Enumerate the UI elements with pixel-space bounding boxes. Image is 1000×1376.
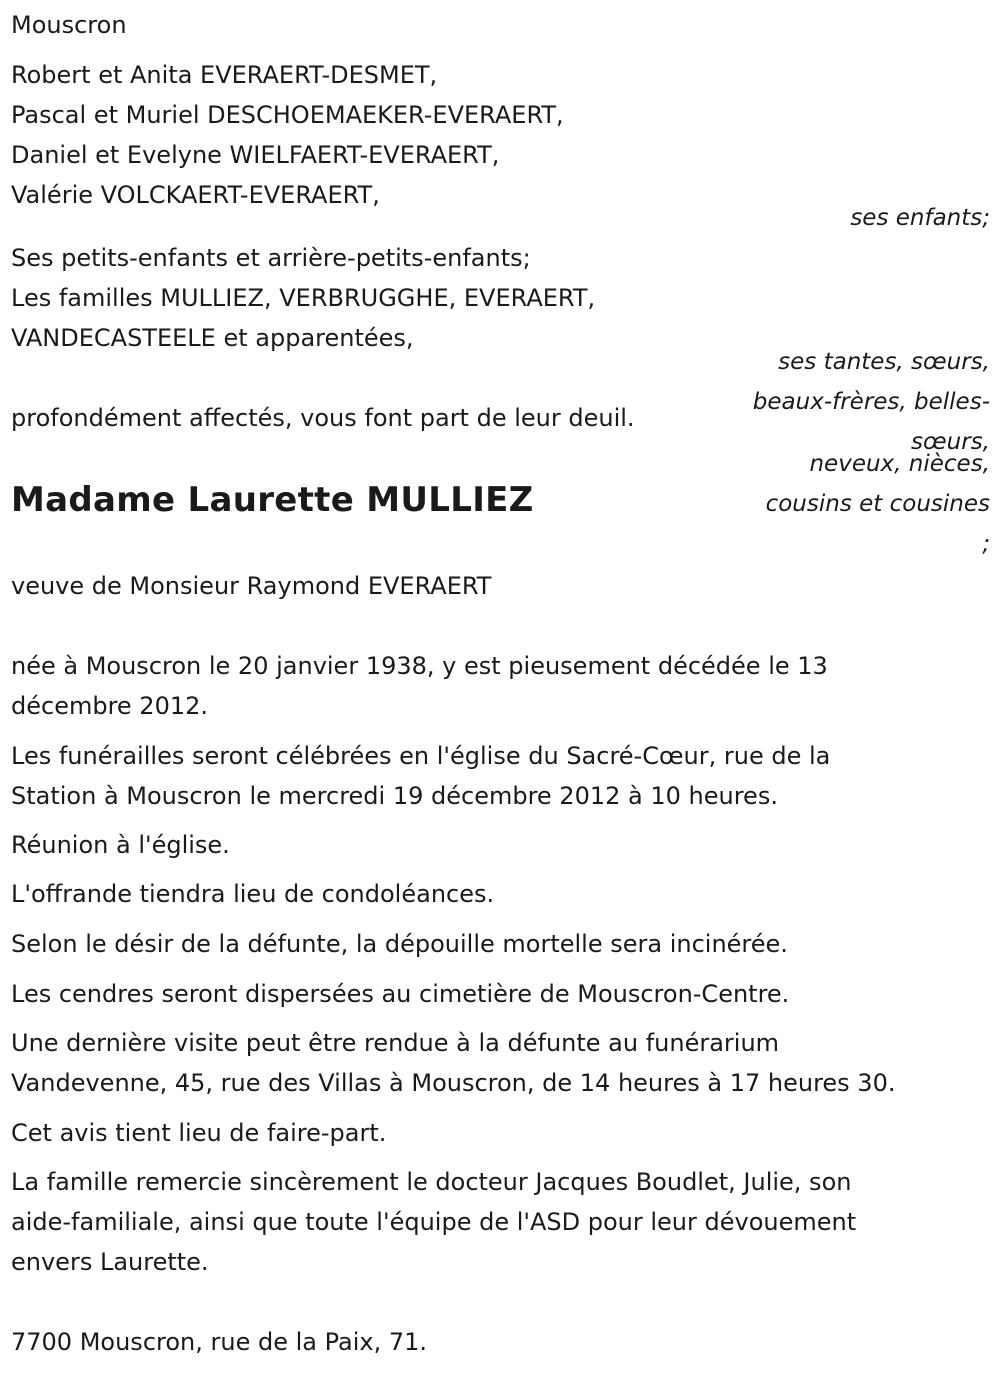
family-line: VANDECASTEELE et apparentées,	[11, 324, 414, 352]
visit-line: Une dernière visite peut être rendue à la défunte au funérarium	[11, 1029, 780, 1057]
child-line: Daniel et Evelyne WIELFAERT-EVERAERT,	[11, 141, 500, 169]
thanks	[11, 1162, 856, 1282]
family-list	[11, 238, 595, 358]
relation-line: cousins et cousines	[765, 491, 990, 517]
funeral-line: Les funérailles seront célébrées en l'église du Sacré-Cœur, rue de la	[11, 742, 831, 770]
relation-line: ;	[982, 531, 990, 557]
funeral-line: Station à Mouscron le mercredi 19 décembre 2012 à 10 heures.	[11, 782, 778, 810]
offering: L'offrande tiendra lieu de condoléances.	[11, 880, 495, 908]
notice: Cet avis tient lieu de faire-part.	[11, 1119, 387, 1147]
child-line: Robert et Anita EVERAERT-DESMET,	[11, 61, 438, 89]
location-header: Mouscron	[11, 11, 127, 39]
birth-death-line: décembre 2012.	[11, 692, 209, 720]
thanks-line: La famille remercie sincèrement le docteur Jacques Boudlet, Julie, son	[11, 1168, 852, 1196]
child-line: Valérie VOLCKAERT-EVERAERT,	[11, 181, 380, 209]
deceased-name: Madame Laurette MULLIEZ	[11, 480, 534, 520]
visit-line: Vandevenne, 45, rue des Villas à Mouscron, de 14 heures à 17 heures 30.	[11, 1069, 896, 1097]
relation-line: beaux-frères, belles-	[752, 389, 990, 415]
child-line: Pascal et Muriel DESCHOEMAEKER-EVERAERT,	[11, 101, 564, 129]
relation-line: sœurs,	[911, 429, 990, 455]
thanks-line: aide-familiale, ainsi que toute l'équipe de l'ASD pour leur dévouement	[11, 1208, 857, 1236]
children-list	[11, 55, 564, 215]
children-relation: ses enfants;	[850, 205, 990, 231]
thanks-line: envers Laurette.	[11, 1248, 209, 1276]
birth-death-line: née à Mouscron le 20 janvier 1938, y est pieusement décédée le 13	[11, 652, 828, 680]
birth-death	[11, 646, 828, 726]
reunion: Réunion à l'église.	[11, 831, 230, 859]
funeral-info	[11, 736, 830, 816]
cremation: Selon le désir de la défunte, la dépouille mortelle sera incinérée.	[11, 930, 788, 958]
family-line: Ses petits-enfants et arrière-petits-enfants;	[11, 244, 531, 272]
ashes: Les cendres seront dispersées au cimetière de Mouscron-Centre.	[11, 980, 790, 1008]
widow-of: veuve de Monsieur Raymond EVERAERT	[11, 572, 492, 600]
visit-info	[11, 1023, 895, 1103]
family-line: Les familles MULLIEZ, VERBRUGGHE, EVERAERT,	[11, 284, 596, 312]
relation-line: ses tantes, sœurs,	[778, 349, 990, 375]
announcement: profondément affectés, vous font part de leur deuil.	[11, 404, 635, 432]
relation-line: neveux, nièces,	[809, 451, 990, 477]
address: 7700 Mouscron, rue de la Paix, 71.	[11, 1328, 428, 1356]
